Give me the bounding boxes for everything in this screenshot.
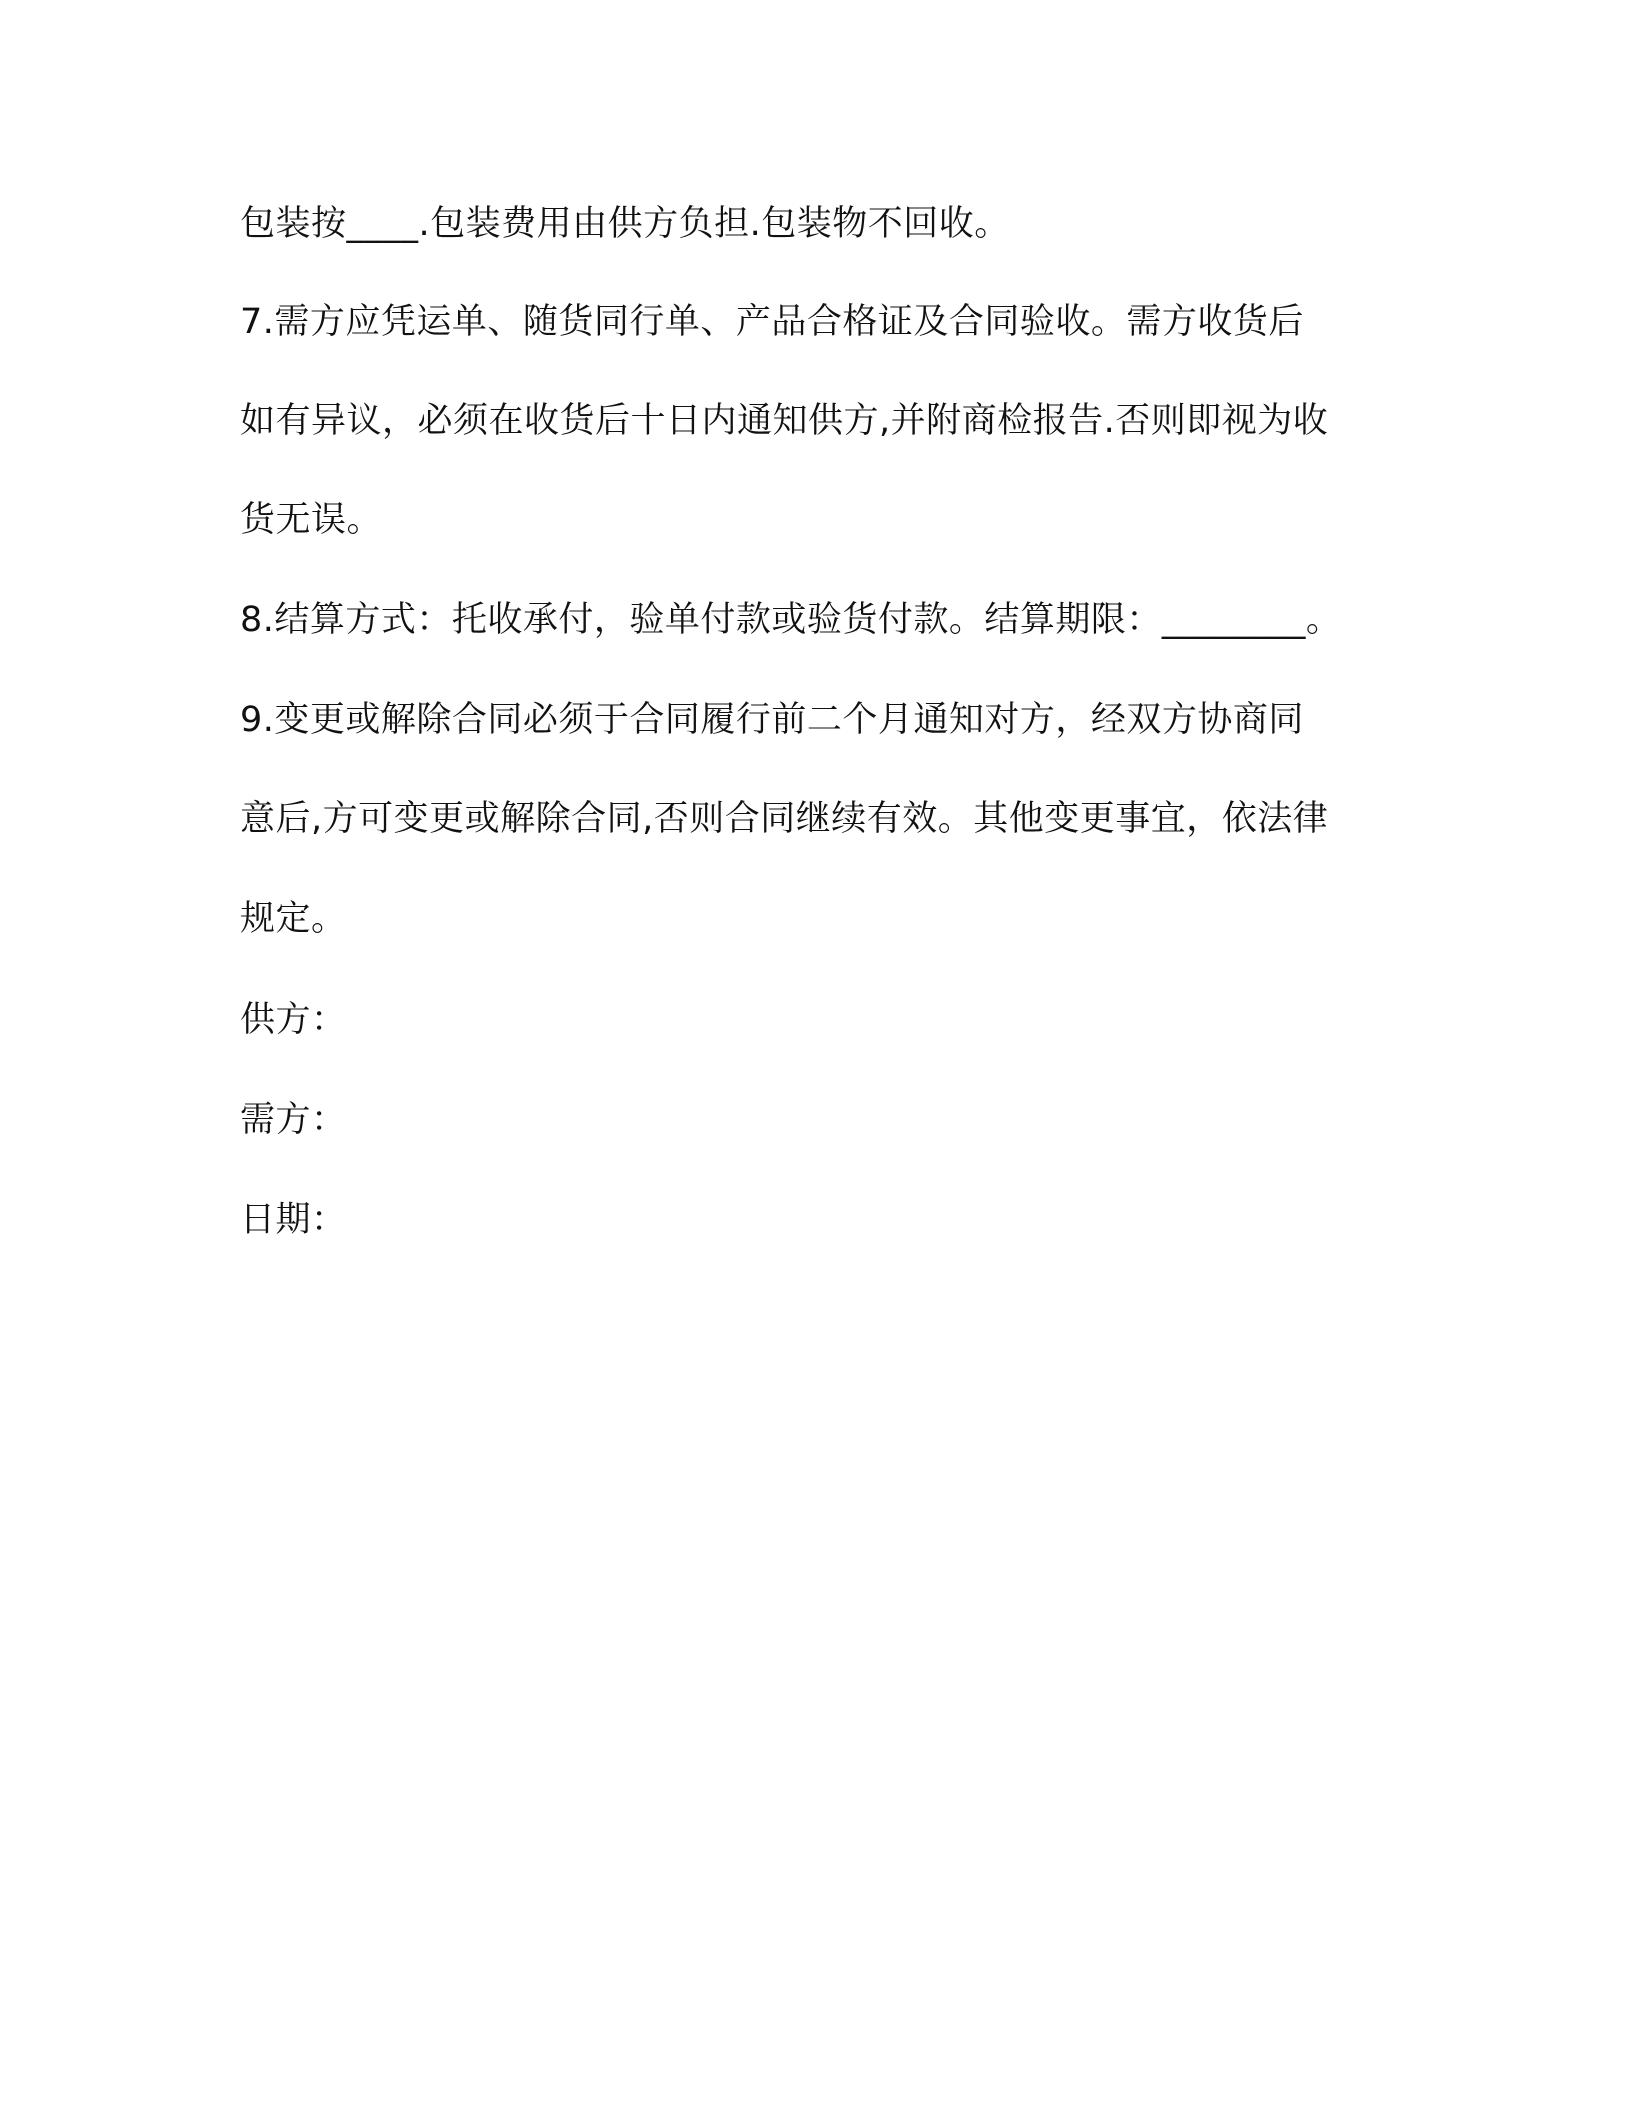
- supplier-signature-label: 供方：: [240, 1000, 347, 1040]
- date-label: 日期：: [240, 1200, 347, 1240]
- clause-9-line-1: 9.变更或解除合同必须于合同履行前二个月通知对方，经双方协商同: [240, 700, 1304, 740]
- packaging-clause-line: 包装按____.包装费用由供方负担.包装物不回收。: [240, 204, 1010, 244]
- clause-9-line-3: 规定。: [240, 899, 347, 939]
- buyer-signature-label: 需方：: [240, 1100, 347, 1140]
- clause-9-line-2: 意后,方可变更或解除合同,否则合同继续有效。其他变更事宜，依法律: [240, 799, 1329, 839]
- clause-7-line-1: 7.需方应凭运单、随货同行单、产品合格证及合同验收。需方收货后: [240, 302, 1304, 342]
- clause-8-line: 8.结算方式：托收承付，验单付款或验货付款。结算期限：________。: [240, 600, 1342, 640]
- clause-7-line-3: 货无误。: [240, 500, 383, 540]
- clause-7-line-2: 如有异议，必须在收货后十日内通知供方,并附商检报告.否则即视为收: [240, 401, 1329, 441]
